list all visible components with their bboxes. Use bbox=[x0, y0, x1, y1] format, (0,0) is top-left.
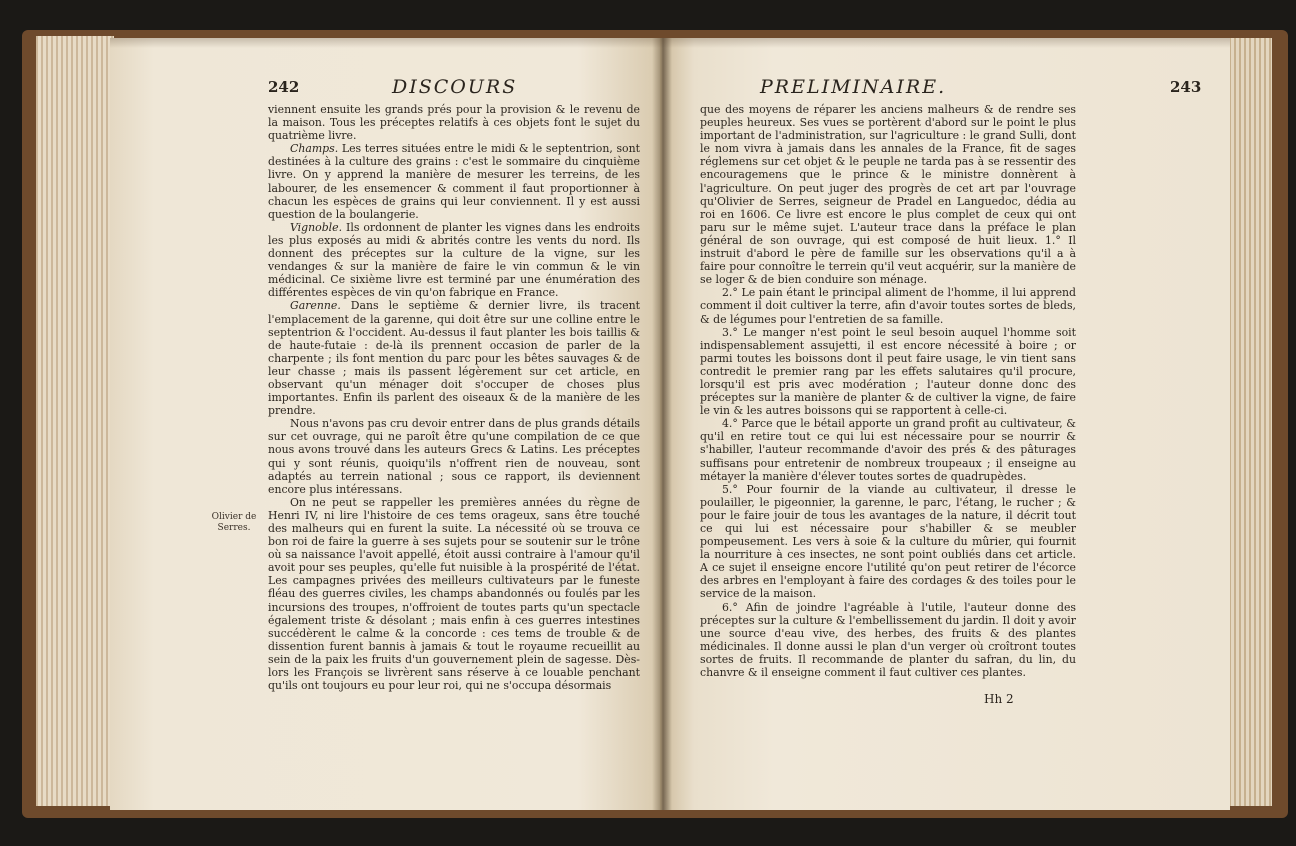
paragraph-text: Ils ordonnent de planter les vignes dans les endroits les plus exposés au midi & abrités contre les vents du nord. Ils donnent des préceptes sur la culture de la vigne, sur les vendanges & sur la manière de faire le vin commun & le vin médicinal. Ce sixième livre est terminé par une énumération des différentes espèces de vin qu'on fabrique en France. bbox=[268, 220, 641, 300]
top-shadow bbox=[110, 38, 1230, 48]
paragraph bbox=[268, 496, 640, 692]
paragraph-heading: Garenne. bbox=[290, 299, 341, 313]
right-running-head: PRELIMINAIRE. bbox=[760, 76, 947, 98]
paragraph bbox=[700, 103, 1076, 286]
paragraph-text: Nous n'avons pas cru devoir entrer dans de plus grands détails sur cet ouvrage, qui ne paroît être qu'une compilation de ce que nous avons trouvé dans les auteurs Grecs & Latins. Les préceptes qui y sont réunis, quoiqu'ils n'offrent rien de nouveau, sont adaptés au terrein national ; sous ce rapport, ils deviennent encore plus intéressans. bbox=[268, 417, 640, 496]
book-gutter bbox=[652, 38, 672, 810]
paragraph bbox=[268, 142, 640, 221]
paragraph bbox=[268, 221, 640, 300]
paragraph-text: viennent ensuite les grands prés pour la provision & le revenu de la maison. Tous les préceptes relatifs à ces objets font le sujet du quatrième livre. bbox=[268, 103, 640, 143]
paragraph bbox=[700, 601, 1076, 680]
paragraph-text: 2.° Le pain étant le principal aliment de l'homme, il lui apprend comment il doit cultiver la terre, afin d'avoir toutes sortes de bleds, & de légumes pour l'entretien de sa famille. bbox=[700, 286, 1076, 326]
left-page-number: 242 bbox=[268, 78, 300, 96]
paragraph-text: 6.° Afin de joindre l'agréable à l'utile, l'auteur donne des préceptes sur la culture & l'embellissement du jardin. Il doit y avoir une source d'eau vive, des herbes, des fruits & des plantes médicinales. Il donne aussi le plan d'un verger où croîtront toutes sortes de fruits. Il recommande de planter du safran, du lin, du chanvre & il enseigne comment il faut cultiver ces plantes. bbox=[700, 600, 1076, 680]
left-text-column bbox=[268, 103, 640, 692]
signature-mark: Hh 2 bbox=[984, 692, 1014, 706]
paragraph-text: 3.° Le manger n'est point le seul besoin auquel l'homme soit indispensablement assujetti, il est encore nécessité à boire ; or parmi toutes les boissons dont il peut faire usage, le vin tient sans contredit le premier rang par les effets salutaires qu'il procure, lorsqu'il est pris avec modération ; l'auteur donne donc des préceptes sur la manière de planter & de cultiver la vigne, de faire le vin & les autres boissons qui se rapportent à celle-ci. bbox=[700, 325, 1076, 418]
paragraph bbox=[700, 483, 1076, 601]
paragraph-text: 4.° Parce que le bétail apporte un grand profit au cultivateur, & qu'il en retire tout ce qui lui est nécessaire pour se nourrir & s'habiller, l'auteur recommande d'avoir des prés & des pâturages suffisans pour entretenir de nombreux troupeaux ; il enseigne au métayer la manière d'élever toutes sortes de quadrupèdes. bbox=[700, 417, 1076, 483]
paragraph bbox=[268, 417, 640, 496]
right-page-edges bbox=[1226, 38, 1272, 806]
paragraph bbox=[268, 299, 640, 417]
paragraph-heading: Champs. bbox=[290, 142, 339, 156]
right-page-number: 243 bbox=[1170, 78, 1202, 96]
margin-note: Olivier de Serres. bbox=[211, 512, 257, 533]
paragraph-text: Les terres situées entre le midi & le septentrion, sont destinées à la culture des grains : c'est le sommaire du cinquième livre. On y apprend la manière de mesurer les terreins, de les labourer, de les ensemencer & comment il faut proportionner à chacun les espèces de grains qui leur conviennent. Il y est aussi question de la boulangerie. bbox=[268, 142, 640, 221]
paragraph-text: 5.° Pour fournir de la viande au cultivateur, il dresse le poulailler, le pigeonnier, la garenne, le parc, l'étang, le rucher ; & pour le faire jouir de tous les avantages de la nature, il décrit tout ce qui lui est nécessaire pour s'habiller & se meubler pompeusement. Les vers à soie & la culture du mûrier, qui fournit la nourriture à ces insectes, ne sont point oubliés dans cet article. A ce sujet il enseigne encore l'utilité qu'on peut retirer de l'écorce des arbres en l'employant à faire des cordages & des toiles pour le service de la maison. bbox=[700, 482, 1076, 601]
paragraph-text: On ne peut se rappeller les premières années du règne de Henri IV, ni lire l'histoire de ces tems orageux, sans être touché des malheurs qui en furent la suite. La nécessité où se trouva ce bon roi de faire la guerre à ses sujets pour se soutenir sur le trône où sa naissance l'avoit appellé, étoit aussi contraire à l'amour qu'il avoit pour ses peuples, qu'elle fut nuisible à la prospérité de l'état. Les campagnes privées des meilleurs cultivateurs par le funeste fléau des guerres civiles, les champs abandonnés ou foulés par les incursions des troupes, n'offroient de toutes parts qu'un spectacle également triste & désolant ; mais enfin à ces guerres intestines succédèrent le calme & la concorde : ces tems de trouble & de dissention furent bannis à jamais & tout le royaume recueillit au sein de la paix les fruits d'un gouvernement plein de sagesse. Dès-lors les François se livrèrent sans réserve à ce louable penchant qu'ils ont toujours eu pour leur roi, qui ne s'occupa désormais bbox=[268, 495, 640, 693]
left-running-head: DISCOURS bbox=[392, 76, 518, 98]
paragraph bbox=[700, 417, 1076, 482]
paragraph-text: que des moyens de réparer les anciens malheurs & de rendre ses peuples heureux. Ses vues se portèrent d'abord sur le point le plus important de l'administration, sur l'agriculture : le grand Sulli, dont le nom vivra à jamais dans les annales de la France, fit de sages réglemens sur cet objet & le peuple ne tarda pas à se ressentir des encouragemens que le prince & le ministre donnèrent à l'agriculture. On peut juger des progrès de cet art par l'ouvrage qu'Olivier de Serres, seigneur de Pradel en Languedoc, dédia au roi en 1606. Ce livre est encore le plus complet de ceux qui ont paru sur le même sujet. L'auteur trace dans la préface le plan général de son ouvrage, qui est composé de huit lieux. 1.° Il instruit d'abord le père de famille sur les observations qu'il a à faire pour connoître le terrein qu'il veut acquérir, sur la manière de se loger & de bien conduire son ménage. bbox=[700, 103, 1076, 287]
right-text-column bbox=[700, 103, 1076, 679]
paragraph-heading: Vignoble. bbox=[290, 220, 343, 234]
paragraph bbox=[700, 326, 1076, 418]
left-page-edges bbox=[36, 36, 114, 806]
paragraph bbox=[268, 103, 640, 142]
paragraph-text: Dans le septième & dernier livre, ils tracent l'emplacement de la garenne, qui doit être sur une colline entre le septentrion & l'occident. Au-dessus il faut planter les bois taillis & de haute-futaie : de-là ils prennent occasion de parler de la charpente ; ils font mention du parc pour les bêtes sauvages & de leur chasse ; mais ils passent légèrement sur cet article, en observant qu'un ménager doit s'occuper de choses plus importantes. Enfin ils parlent des oiseaux & de la manière de les prendre. bbox=[268, 299, 640, 418]
paragraph bbox=[700, 286, 1076, 325]
